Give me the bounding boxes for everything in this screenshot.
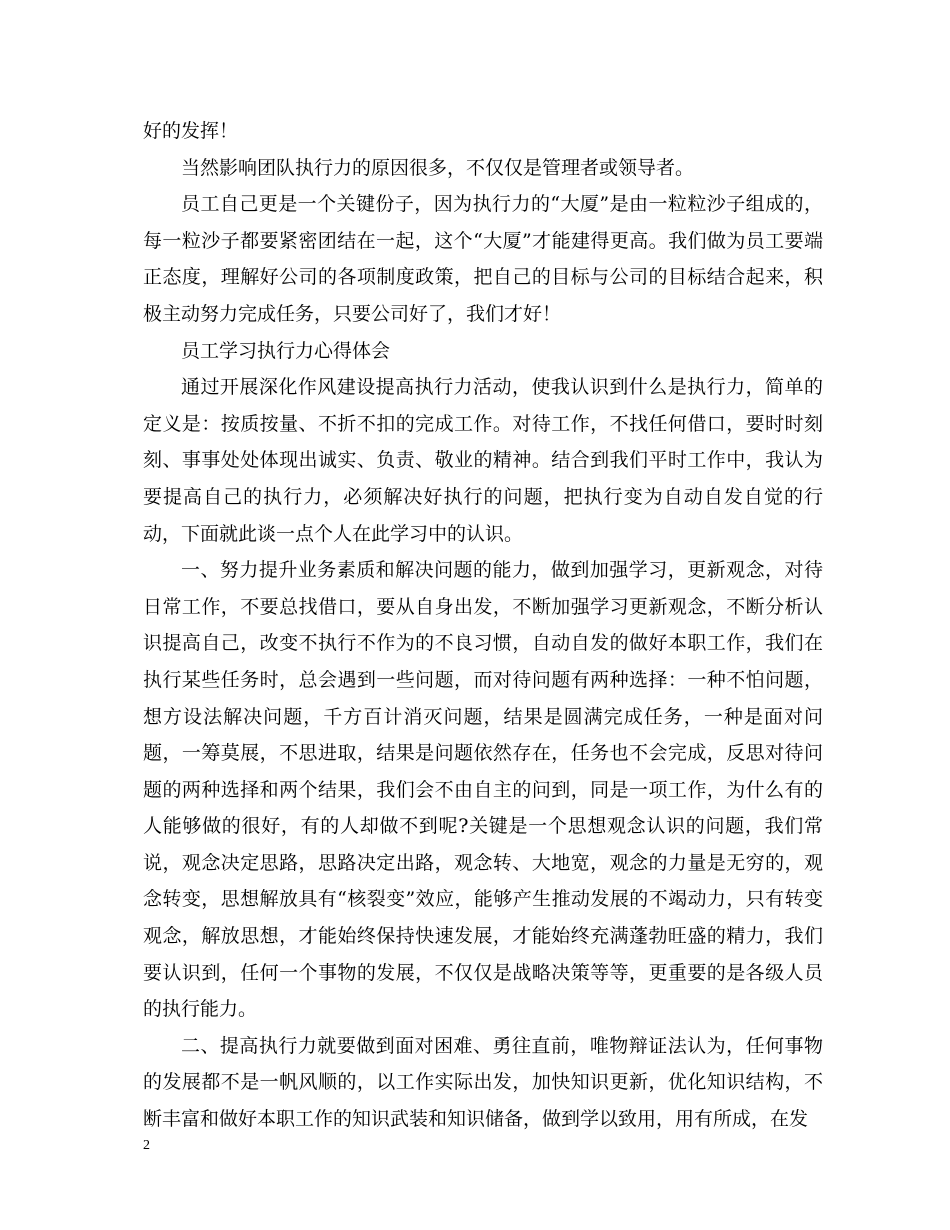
section-heading: 员工学习执行力心得体会 <box>181 339 391 362</box>
paragraph: 一、努力提升业务素质和解决问题的能力，做到加强学习，更新观念，对待日常工作，不要总找借口，要从自身出发，不断加强学习更新观念，不断分析认识提高自己，改变不执行不作为的不良习惯，自动自发的做好本职工作，我们在执行某些任务时，总会遇到一些问题，而对待问题有两种选择：一种不怕问题，想方设法解决问题，千方百计消灭问题，结果是圆满完成任务，一种是面对问题，一筹莫展，不思进取，结果是问题依然存在，任务也不会完成，反思对待问题的两种选择和两个结果，我们会不由自主的问到，同是一项工作，为什么有的人能够做的很好，有的人却做不到呢?关键是一个思想观念认识的问题，我们常说，观念决定思路，思路决定出路，观念转、大地宽，观念的力量是无穷的，观念转变，思想解放具有“核裂变”效应，能够产生推动发展的不竭动力，只有转变观念，解放思想，才能始终保持快速发展，才能始终充满蓬勃旺盛的精力，我们要认识到，任何一个事物的发展，不仅仅是战略决策等等，更重要的是各级人员的执行能力。 <box>143 559 823 1021</box>
paragraph: 当然影响团队执行力的原因很多，不仅仅是管理者或领导者。 <box>181 156 695 179</box>
paragraph-continuation: 好的发挥！ <box>143 120 239 142</box>
document-body <box>143 113 823 1138</box>
page-number: 2 <box>143 1138 150 1153</box>
paragraph: 通过开展深化作风建设提高执行力活动，使我认识到什么是执行力，简单的定义是：按质按量、不折不扣的完成工作。对待工作，不找任何借口，要时时刻刻、事事处处体现出诚实、负责、敬业的精神。结合到我们平时工作中，我认为要提高自己的执行力，必须解决好执行的问题，把执行变为自动自发自觉的行动，下面就此谈一点个人在此学习中的认识。 <box>143 376 823 545</box>
paragraph: 二、提高执行力就要做到面对困难、勇往直前，唯物辩证法认为，任何事物的发展都不是一帆风顺的，以工作实际出发，加快知识更新，优化知识结构，不断丰富和做好本职工作的知识武装和知识储备，做到学以致用，用有所成，在发 <box>143 1034 823 1131</box>
paragraph: 员工自己更是一个关键份子，因为执行力的“大厦”是由一粒粒沙子组成的，每一粒沙子都要紧密团结在一起，这个“大厦”才能建得更高。我们做为员工要端正态度，理解好公司的各项制度政策，把自己的目标与公司的目标结合起来，积极主动努力完成任务，只要公司好了，我们才好！ <box>143 193 823 325</box>
